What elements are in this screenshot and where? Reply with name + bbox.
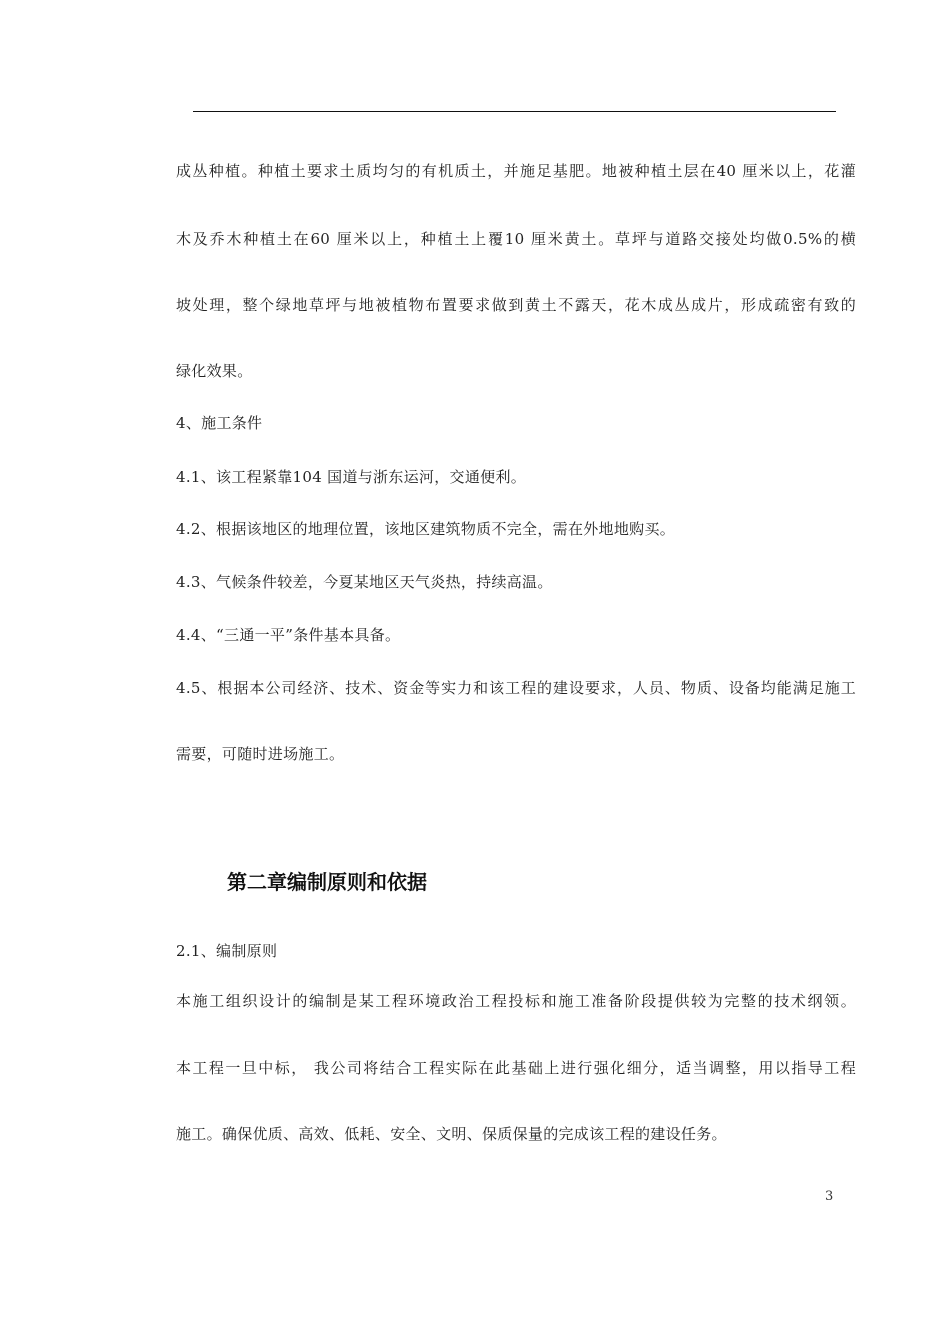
header-rule (193, 111, 836, 112)
list-item: 4.5、根据本公司经济、技术、资金等实力和该工程的建设要求，人员、物质、设备均能满足施工 (176, 679, 856, 697)
paragraph-line: 本施工组织设计的编制是某工程环境政治工程投标和施工准备阶段提供较为完整的技术纲领。 (176, 992, 856, 1010)
paragraph-line: 木及乔木种植土在60 厘米以上，种植土上覆10 厘米黄土。草坪与道路交接处均做0.5%的横 (176, 230, 856, 248)
list-item: 4.4、“三通一平”条件基本具备。 (176, 626, 401, 644)
paragraph-line: 绿化效果。 (176, 362, 253, 380)
list-item: 4.1、该工程紧靠104 国道与浙东运河，交通便利。 (176, 468, 527, 486)
list-item: 4.3、气候条件较差，今夏某地区天气炎热，持续高温。 (176, 573, 553, 591)
paragraph-line: 成丛种植。种植土要求土质均匀的有机质土，并施足基肥。地被种植土层在40 厘米以上，花灌 (176, 162, 856, 180)
paragraph-line: 施工。确保优质、高效、低耗、安全、文明、保质保量的完成该工程的建设任务。 (176, 1125, 727, 1143)
section-heading: 2.1、编制原则 (176, 942, 278, 960)
list-item: 4.2、根据该地区的地理位置，该地区建筑物质不完全，需在外地地购买。 (176, 520, 676, 538)
paragraph-line: 本工程一旦中标， 我公司将结合工程实际在此基础上进行强化细分，适当调整，用以指导工程 (176, 1059, 856, 1077)
page-number: 3 (825, 1189, 834, 1204)
list-item-continuation: 需要，可随时进场施工。 (176, 745, 345, 763)
chapter-title: 第二章编制原则和依据 (227, 870, 427, 894)
section-heading: 4、施工条件 (176, 414, 263, 432)
paragraph-line: 坡处理，整个绿地草坪与地被植物布置要求做到黄土不露天，花木成丛成片，形成疏密有致的 (176, 296, 856, 314)
